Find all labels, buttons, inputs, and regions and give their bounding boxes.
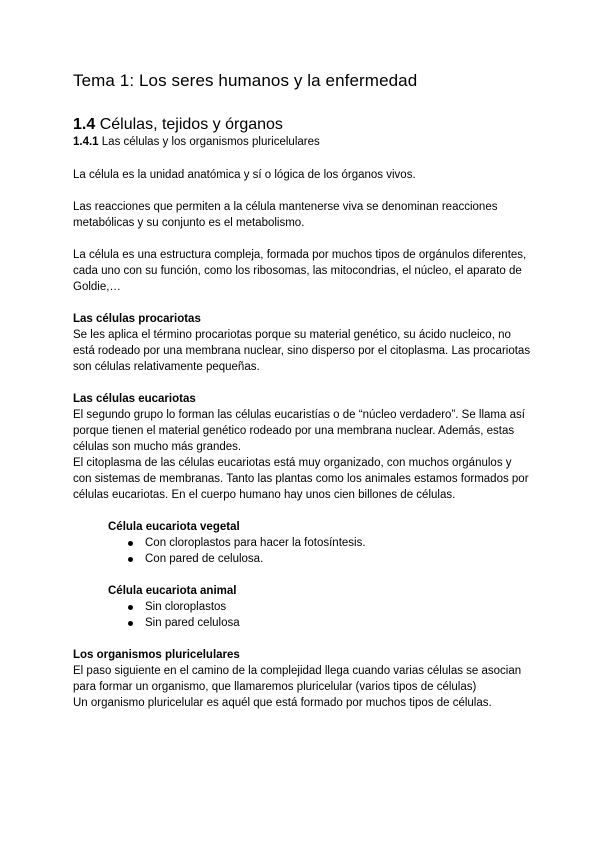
eucariotas-paragraph-1: El segundo grupo lo forman las células eucaristías o de “núcleo verdadero”. Se llama así porque tienen el material genético rodeado por una membrana nuclear. Además, estas células son mucho más grandes. [73,409,525,453]
list-item-text: Sin pared celulosa [145,617,240,629]
subsection-title: Las células y los organismos pluricelulares [101,136,320,148]
section-heading [73,115,533,135]
intro-paragraph-1: La célula es la unidad anatómica y sí o lógica de los órganos vivos. [73,169,416,181]
intro-paragraph-2: Las reacciones que permiten a la célula mantenerse viva se denominan reacciones metabólicas y su conjunto es el metabolismo. [73,201,498,229]
bullet-icon [128,605,133,610]
document-content [73,70,533,711]
eucariotas-heading: Las células eucariotas [73,393,196,405]
pluricelulares-section [73,647,533,711]
eucariotas-paragraph-2: El citoplasma de las células eucariotas está muy organizado, con muchos orgánulos y con sistemas de membranas. Tanto las plantas como los animales estamos formados por células eucariotas. En el cuerpo humano hay unos cien billones de células. [73,457,529,501]
section-number: 1.4 [73,116,96,133]
list-item [108,615,533,631]
list-item [108,599,533,615]
subsection-heading [73,135,533,150]
vegetal-list [108,535,533,567]
list-item [108,551,533,567]
animal-heading: Célula eucariota animal [108,585,237,597]
eucariotas-section [73,391,533,631]
pluricelulares-paragraph-1: El paso siguiente en el camino de la complejidad llega cuando varias células se asocian para formar un organismo, que llamaremos pluricelular (varios tipos de células) [73,665,522,693]
animal-list [108,599,533,631]
list-item-text: Con cloroplastos para hacer la fotosíntesis. [145,537,366,549]
procariotas-heading: Las células procariotas [73,313,201,325]
procariotas-section [73,311,533,375]
pluricelulares-heading: Los organismos pluricelulares [73,649,240,661]
animal-block [108,583,533,631]
list-item [108,535,533,551]
vegetal-heading: Célula eucariota vegetal [108,521,240,533]
list-item-text: Con pared de celulosa. [145,553,264,565]
procariotas-paragraph: Se les aplica el término procariotas porque su material genético, su ácido nucleico, no está rodeado por una membrana nuclear, sino disperso por el citoplasma. Las procariotas son células relativamente pequeñas. [73,329,531,373]
document-title: Tema 1: Los seres humanos y la enfermedad [73,71,418,90]
intro-paragraph-3: La célula es una estructura compleja, formada por muchos tipos de orgánulos diferentes, cada uno con su función, como los ribosomas, las mitocondrias, el núcleo, el aparato de Goldie,… [73,249,527,293]
bullet-icon [128,541,133,546]
bullet-icon [128,621,133,626]
bullet-icon [128,557,133,562]
pluricelulares-paragraph-2: Un organismo pluricelular es aquél que está formado por muchos tipos de células. [73,697,492,709]
section-title: Células, tejidos y órganos [99,116,283,133]
subsection-number: 1.4.1 [73,136,99,148]
vegetal-block [108,519,533,567]
list-item-text: Sin cloroplastos [145,601,227,613]
